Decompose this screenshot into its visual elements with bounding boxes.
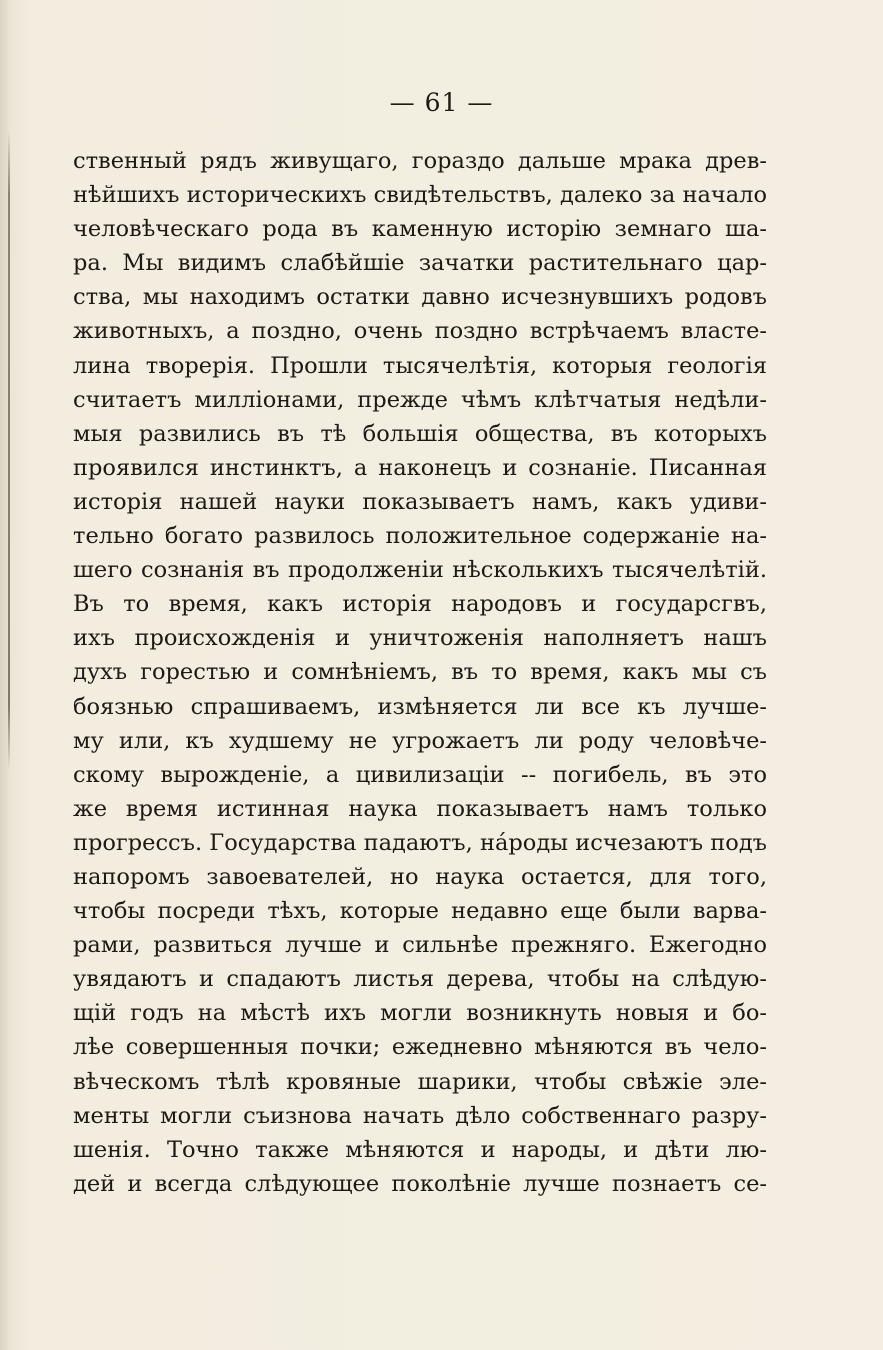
text-line: дей и всегда слѣдующее поколѣніе лучше познаетъ се- xyxy=(73,1170,767,1197)
text-line: менты могли съизнова начать дѣло собственнаго разру- xyxy=(73,1102,767,1129)
text-line: Въ то время, какъ исторія народовъ и государсгвъ, xyxy=(73,591,767,618)
text-line: вѣческомъ тѣлѣ кровяные шарики, чтобы свѣжіе эле- xyxy=(73,1068,767,1095)
text-line: нѣйшихъ историческихъ свидѣтельствъ, далеко за начало xyxy=(73,182,767,209)
text-line: чтобы посреди тѣхъ, которые недавно еще были варва- xyxy=(73,898,767,925)
text-line: мыя развились въ тѣ большія общества, въ которыхъ xyxy=(73,420,767,447)
text-line: человѣческаго рода въ каменную исторію земнаго ша- xyxy=(73,216,767,243)
text-line: рами, развиться лучше и сильнѣе прежняго. Ежегодно xyxy=(73,932,767,959)
text-line: ства, мы находимъ остатки давно исчезнувшихъ родовъ xyxy=(73,284,767,311)
text-line: щій годъ на мѣстѣ ихъ могли возникнуть новыя и бо- xyxy=(73,1000,767,1027)
text-line: же время истинная наука показываетъ намъ только xyxy=(73,795,767,822)
text-line: тельно богато развилось положительное содержаніе на- xyxy=(73,523,767,550)
text-line: лина творерія. Прошли тысячелѣтія, которыя геологія xyxy=(73,352,767,379)
text-line: шенія. Точно также мѣняются и народы, и дѣти лю- xyxy=(73,1136,767,1163)
text-line: ра. Мы видимъ слабѣйшіе зачатки растительнаго цар- xyxy=(73,250,767,277)
text-line: ихъ происхожденія и уничтоженія наполняетъ нашъ xyxy=(73,625,767,652)
text-line: увядаютъ и спадаютъ листья дерева, чтобы на слѣдую- xyxy=(73,966,767,993)
text-line: шего сознанія въ продолженіи нѣсколькихъ тысячелѣтій. xyxy=(73,557,767,584)
text-line: духъ горестью и сомнѣніемъ, въ то время, какъ мы съ xyxy=(73,659,767,686)
text-line: считаетъ милліонами, прежде чѣмъ клѣтчатыя недѣли- xyxy=(73,386,767,413)
text-line: скому вырожденіе, а цивилизаціи -- погибель, въ это xyxy=(73,761,767,788)
text-line: напоромъ завоевателей, но наука остается, для того, xyxy=(73,863,767,890)
text-line: прогрессъ. Государства падаютъ, нáроды исчезаютъ подъ xyxy=(73,829,767,856)
binding-gutter xyxy=(8,130,10,770)
text-line: му или, къ худшему не угрожаетъ ли роду человѣче- xyxy=(73,727,767,754)
text-line: боязнью спрашиваемъ, измѣняется ли все къ лучше- xyxy=(73,693,767,720)
text-line: лѣе совершенныя почки; ежедневно мѣняются въ чело- xyxy=(73,1034,767,1061)
page-number: — 61 — xyxy=(389,88,494,117)
text-line: ственный рядъ живущаго, гораздо дальше мрака древ- xyxy=(73,148,767,174)
text-line: животныхъ, а поздно, очень поздно встрѣчаемъ власте- xyxy=(73,318,767,345)
text-line: исторія нашей науки показываетъ намъ, какъ удиви- xyxy=(73,488,767,515)
body-text xyxy=(73,144,767,1201)
text-line: проявился инстинктъ, а наконецъ и сознаніе. Писанная xyxy=(73,454,767,481)
